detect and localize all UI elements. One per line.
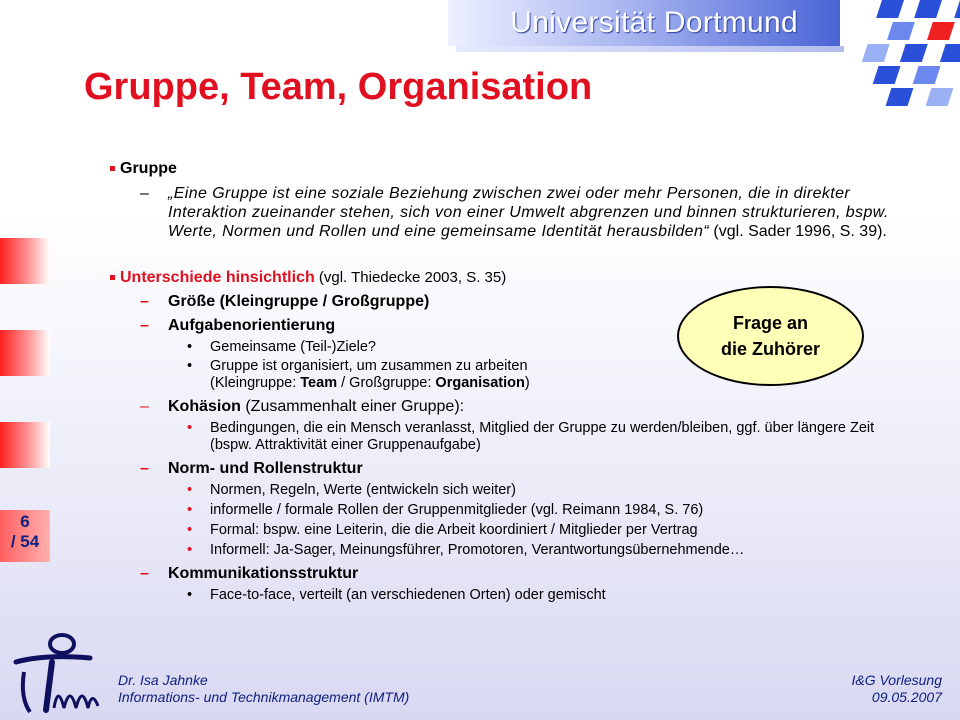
dot-bullet-icon: •	[187, 482, 193, 498]
left-strip	[0, 330, 50, 376]
term-organisation: Organisation	[435, 375, 525, 391]
sub-bullet-text: Bedingungen, die ein Mensch veranlasst, Mitglied der Gruppe zu werden/bleiben, ggf. über längere Zeit (bspw. Attraktivität einer Gruppenaufgabe)	[210, 420, 875, 453]
sub-bullet-text: Gemeinsame (Teil-)Ziele?	[210, 339, 376, 355]
left-strip	[0, 238, 50, 284]
item-extra: (Zusammenhalt einer Gruppe):	[240, 398, 465, 415]
square-bullet-icon	[110, 166, 115, 171]
dot-bullet-icon: •	[187, 502, 193, 518]
footer-author: Dr. Isa Jahnke	[118, 672, 208, 688]
page-current: 6	[20, 512, 30, 531]
heading-unterschiede: Unterschiede hinsichtlich	[120, 269, 315, 286]
dot-bullet-icon: •	[187, 420, 193, 436]
dot-bullet-icon: •	[187, 587, 193, 603]
dash-bullet-icon: –	[140, 460, 149, 477]
bubble-line-2: die Zuhörer	[720, 339, 820, 359]
item-kohaesion	[110, 398, 910, 416]
sub-bullet-text: Face-to-face, verteilt (an verschiedenen Orten) oder gemischt	[210, 587, 606, 603]
left-strip	[0, 422, 50, 468]
sub-bullet	[110, 522, 910, 539]
page-total: / 54	[10, 532, 40, 551]
definition-quote	[110, 184, 910, 241]
heading-gruppe: Gruppe	[120, 160, 177, 177]
sub-bullet	[110, 542, 910, 559]
university-logo-icon	[842, 0, 960, 118]
sub-bullet-text: / Großgruppe:	[337, 375, 436, 391]
item-label: Größe (Kleingruppe / Großgruppe)	[168, 293, 430, 310]
sub-bullet-text: )	[524, 375, 530, 391]
sub-bullet-text: informelle / formale Rollen der Gruppenmitglieder (vgl. Reimann 1984, S. 76)	[210, 502, 704, 518]
bubble-line-1: Frage an	[732, 313, 809, 333]
sub-bullet-text: Formal: bspw. eine Leiterin, die die Arbeit koordiniert / Mitglieder per Vertrag	[210, 522, 698, 538]
dash-bullet-icon: –	[140, 185, 149, 202]
sub-bullet	[110, 587, 910, 604]
term-team: Team	[300, 375, 338, 391]
sub-bullet	[110, 482, 910, 499]
university-banner-shadow	[456, 46, 844, 52]
university-name: Universität Dortmund	[510, 6, 798, 39]
dash-bullet-icon: –	[140, 293, 149, 310]
quote-text: „Eine Gruppe ist eine soziale Beziehung zwischen zwei oder mehr Personen, die in direkter Interaktion zueinander stehen, sich von einer Umwelt abgrenzen und binnen strukturieren, bspw. Werte, Normen und Rollen und eine gemeinsame Identität herausbilden“	[168, 185, 889, 240]
dot-bullet-icon: •	[187, 358, 193, 374]
quote-citation: (vgl. Sader 1996, S. 39).	[708, 223, 887, 240]
item-kommunikation	[110, 565, 910, 583]
dash-bullet-icon: –	[140, 317, 149, 334]
page-number	[0, 510, 50, 562]
footer-right	[851, 672, 942, 706]
dot-bullet-icon: •	[187, 522, 193, 538]
item-label: Kommunikationsstruktur	[168, 565, 359, 582]
sub-bullet-text: Normen, Regeln, Werte (entwickeln sich weiter)	[210, 482, 516, 498]
footer-course: I&G Vorlesung	[851, 672, 942, 688]
item-label: Norm- und Rollenstruktur	[168, 460, 363, 477]
sub-bullet	[110, 502, 910, 519]
slide-title: Gruppe, Team, Organisation	[84, 66, 593, 108]
item-label: Kohäsion	[168, 398, 241, 415]
imtm-logo-icon	[6, 628, 102, 716]
bullet-unterschiede	[110, 269, 910, 287]
footer-institute: Informations- und Technikmanagement (IMTM)	[118, 689, 410, 705]
footer-left	[118, 672, 409, 706]
dash-bullet-icon: –	[140, 565, 149, 582]
citation-thiedecke: (vgl. Thiedecke 2003, S. 35)	[314, 269, 507, 286]
bullet-gruppe	[110, 160, 910, 178]
sub-bullet	[110, 420, 910, 454]
square-bullet-icon	[110, 275, 115, 280]
question-bubble	[677, 286, 864, 386]
footer-date: 09.05.2007	[871, 689, 942, 705]
sub-bullet-text: Informell: Ja-Sager, Meinungsführer, Promotoren, Verantwortungsübernehmende…	[210, 542, 745, 558]
dot-bullet-icon: •	[187, 542, 193, 558]
dot-bullet-icon: •	[187, 339, 193, 355]
sub-bullet-text: Gruppe ist organisiert, um zusammen zu arbeiten	[210, 358, 528, 374]
item-norm	[110, 460, 910, 478]
sub-bullet-text: (Kleingruppe:	[210, 375, 301, 391]
dash-bullet-icon: –	[140, 398, 149, 415]
item-label: Aufgabenorientierung	[168, 317, 336, 334]
